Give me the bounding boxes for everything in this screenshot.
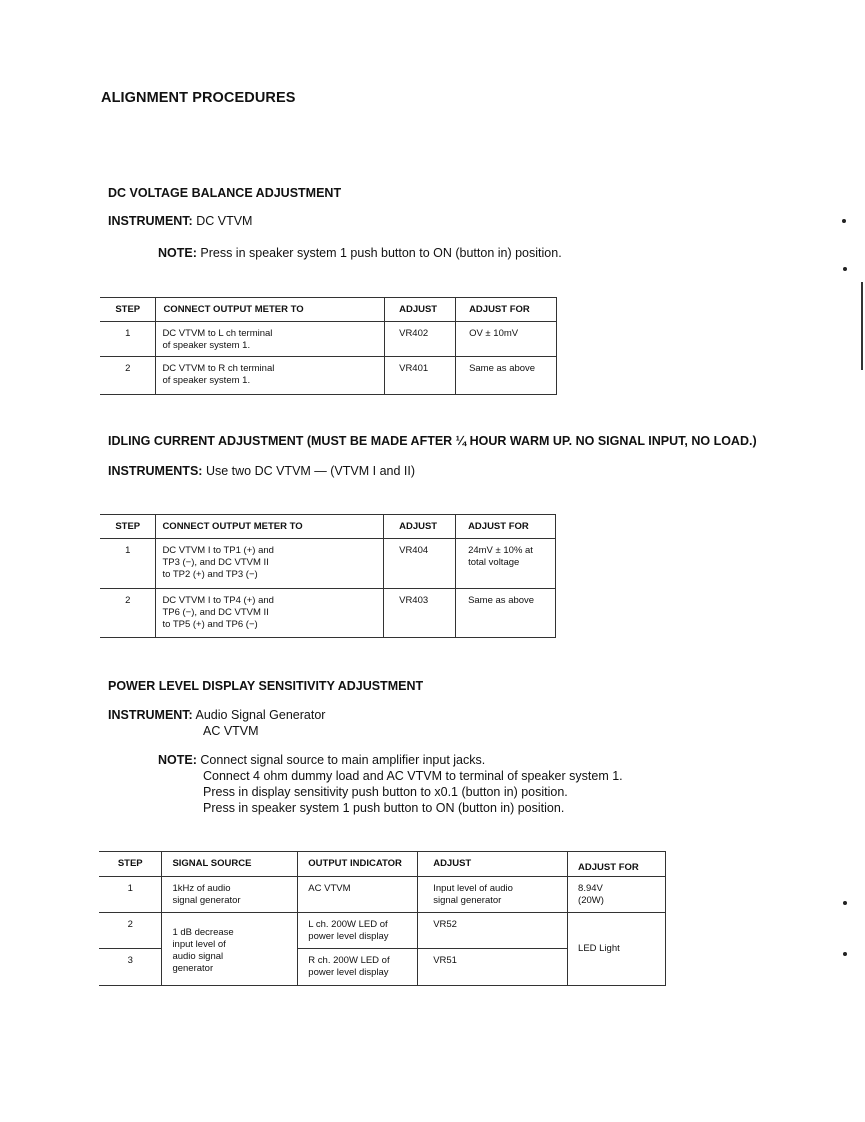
col-header-step: STEP — [100, 515, 156, 539]
adjust-for-cell — [568, 877, 666, 913]
col-header-step: STEP — [99, 852, 162, 877]
adjust-for-line: (20W) — [578, 895, 604, 906]
output-indicator-line: R ch. 200W LED of — [308, 955, 390, 966]
connect-line: DC VTVM to R ch terminal — [162, 363, 275, 374]
note-text: Press in speaker system 1 push button to ON (button in) position. — [203, 801, 565, 815]
step-cell: 2 — [100, 357, 156, 395]
adjust-cell: VR404 — [384, 539, 456, 589]
table-header-row — [100, 298, 557, 322]
table-row — [100, 539, 556, 589]
col-header-adjust: ADJUST — [384, 515, 456, 539]
signal-source-cell — [162, 877, 298, 913]
connect-line: DC VTVM I to TP1 (+) and — [162, 545, 274, 556]
connect-cell — [156, 322, 385, 357]
adjust-for-line: total voltage — [468, 557, 520, 568]
col-header-adjust: ADJUST — [418, 852, 568, 877]
adjust-cell: VR52 — [418, 913, 568, 949]
col-header-step: STEP — [100, 298, 156, 322]
step-cell: 1 — [100, 539, 156, 589]
connect-line: of speaker system 1. — [162, 375, 251, 386]
table-row — [99, 877, 666, 913]
instrument-value: Use two DC VTVM — (VTVM I and II) — [205, 464, 416, 478]
connect-line: of speaker system 1. — [162, 340, 251, 351]
step-cell: 1 — [100, 322, 156, 357]
connect-line: to TP2 (+) and TP3 (−) — [162, 569, 258, 580]
signal-source-line: input level of — [172, 939, 226, 950]
adjust-line: Input level of audio — [433, 883, 513, 894]
page-title: ALIGNMENT PROCEDURES — [101, 90, 296, 106]
connect-line: to TP5 (+) and TP6 (−) — [162, 619, 258, 630]
adjust-for-cell — [456, 539, 556, 589]
dc-voltage-table — [100, 297, 557, 395]
note-label: NOTE: — [158, 753, 197, 767]
section-heading-power-level: POWER LEVEL DISPLAY SENSITIVITY ADJUSTMENT — [108, 679, 424, 693]
step-cell: 3 — [99, 949, 162, 986]
adjust-line: signal generator — [433, 895, 502, 906]
idling-current-table — [100, 514, 556, 638]
note-text: Press in display sensitivity push button to x0.1 (button in) position. — [203, 785, 568, 799]
adjust-for-cell: LED Light — [568, 913, 666, 986]
output-indicator-cell — [298, 949, 418, 986]
table-row — [100, 589, 556, 638]
connect-cell — [156, 357, 385, 395]
scan-speck — [843, 267, 847, 271]
col-header-connect: CONNECT OUTPUT METER TO — [156, 515, 384, 539]
scan-edge-line — [861, 282, 863, 370]
scan-speck — [843, 901, 847, 905]
table-header-row — [100, 515, 556, 539]
instrument-label: INSTRUMENT: — [108, 214, 193, 228]
adjust-cell: VR402 — [385, 322, 456, 357]
adjust-for-line: 24mV ± 10% at — [468, 545, 533, 556]
instrument-label: INSTRUMENTS: — [108, 464, 203, 478]
instrument-value: AC VTVM — [203, 724, 259, 738]
scan-speck — [843, 952, 847, 956]
col-header-signal-source: SIGNAL SOURCE — [162, 852, 298, 877]
adjust-cell: VR51 — [418, 949, 568, 986]
power-note — [158, 753, 485, 767]
adjust-for-line: 8.94V — [578, 883, 603, 894]
signal-source-line: 1 dB decrease — [172, 927, 234, 938]
dc-instrument-line — [108, 214, 252, 228]
signal-source-line: generator — [172, 963, 214, 974]
idling-instrument-line — [108, 464, 415, 478]
adjust-cell: VR403 — [384, 589, 456, 638]
adjust-for-cell: Same as above — [456, 357, 557, 395]
adjust-cell — [418, 877, 568, 913]
connect-line: TP3 (−), and DC VTVM II — [162, 557, 269, 568]
power-level-table — [99, 851, 666, 986]
table-row — [100, 322, 557, 357]
table-row — [100, 357, 557, 395]
section-heading-idling-current: IDLING CURRENT ADJUSTMENT (MUST BE MADE AFTER ¼ HOUR WARM UP. NO SIGNAL INPUT, NO LOAD.) — [108, 434, 757, 448]
instrument-value: DC VTVM — [196, 214, 253, 228]
step-cell: 2 — [99, 913, 162, 949]
output-indicator-cell: AC VTVM — [298, 877, 418, 913]
signal-source-line: 1kHz of audio — [172, 883, 231, 894]
connect-cell — [156, 589, 384, 638]
col-header-adjust: ADJUST — [385, 298, 456, 322]
dc-note — [158, 246, 562, 260]
instrument-value: Audio Signal Generator — [195, 708, 326, 722]
output-indicator-line: power level display — [308, 967, 389, 978]
note-text: Press in speaker system 1 push button to ON (button in) position. — [200, 246, 562, 260]
connect-line: DC VTVM I to TP4 (+) and — [162, 595, 274, 606]
adjust-for-cell: OV ± 10mV — [456, 322, 557, 357]
connect-line: DC VTVM to L ch terminal — [162, 328, 273, 339]
adjust-for-cell: Same as above — [456, 589, 556, 638]
output-indicator-cell — [298, 913, 418, 949]
table-header-row — [99, 852, 666, 877]
col-header-adjust-for: ADJUST FOR — [456, 515, 556, 539]
step-cell: 2 — [100, 589, 156, 638]
adjust-cell: VR401 — [385, 357, 456, 395]
connect-cell — [156, 539, 384, 589]
note-label: NOTE: — [158, 246, 197, 260]
power-instrument-line — [108, 708, 325, 722]
scan-speck — [842, 219, 846, 223]
instrument-label: INSTRUMENT: — [108, 708, 193, 722]
note-text: Connect signal source to main amplifier input jacks. — [200, 753, 486, 767]
col-header-adjust-for: ADJUST FOR — [568, 852, 666, 877]
col-header-adjust-for: ADJUST FOR — [456, 298, 557, 322]
signal-source-cell — [162, 913, 298, 986]
col-header-connect: CONNECT OUTPUT METER TO — [156, 298, 385, 322]
step-cell: 1 — [99, 877, 162, 913]
signal-source-line: signal generator — [172, 895, 241, 906]
col-header-output-indicator: OUTPUT INDICATOR — [298, 852, 418, 877]
section-heading-dc-voltage: DC VOLTAGE BALANCE ADJUSTMENT — [108, 186, 342, 200]
connect-line: TP6 (−), and DC VTVM II — [162, 607, 269, 618]
signal-source-line: audio signal — [172, 951, 224, 962]
output-indicator-line: power level display — [308, 931, 389, 942]
table-row — [99, 913, 666, 949]
output-indicator-line: L ch. 200W LED of — [308, 919, 388, 930]
note-text: Connect 4 ohm dummy load and AC VTVM to terminal of speaker system 1. — [203, 769, 623, 783]
